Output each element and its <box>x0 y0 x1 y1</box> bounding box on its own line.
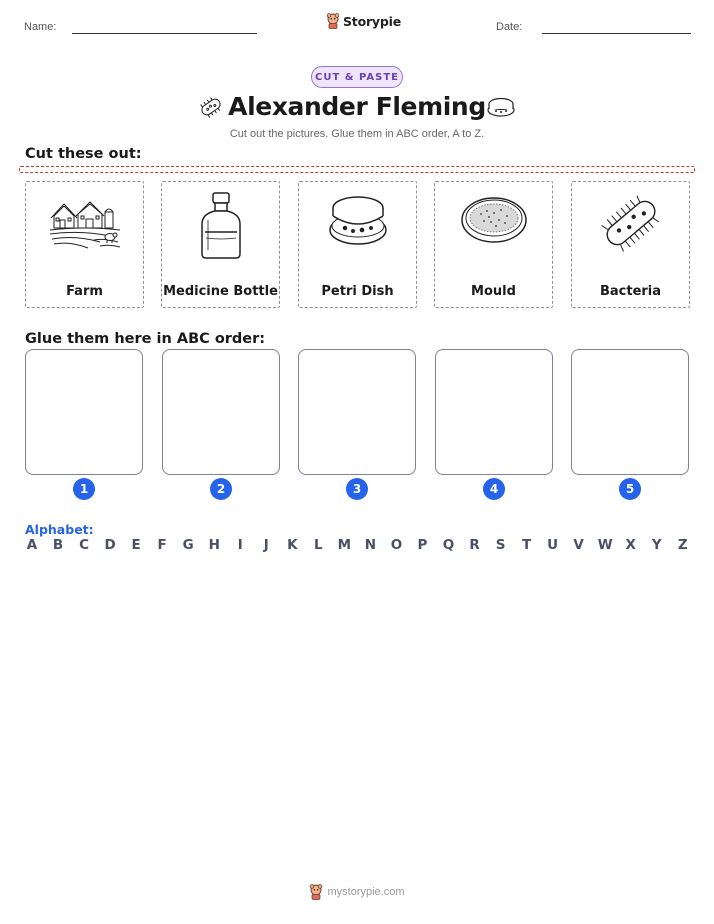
alphabet-letter: C <box>79 537 90 553</box>
alphabet-letter: M <box>337 537 352 553</box>
alphabet-letter: J <box>263 537 269 553</box>
alphabet-letter: Q <box>442 537 455 553</box>
card-label: Mould <box>471 284 516 299</box>
alphabet-letter: A <box>26 537 38 553</box>
cut-card-medicine-bottle[interactable] <box>161 181 280 308</box>
glue-slot-4[interactable] <box>435 349 553 475</box>
date-line[interactable] <box>542 33 691 34</box>
cut-card-mould[interactable] <box>434 181 553 308</box>
name-line[interactable] <box>72 33 257 34</box>
cut-heading: Cut these out: <box>25 146 142 162</box>
petri-dish-icon <box>486 94 516 120</box>
cut-line <box>19 166 695 173</box>
glue-slot-1[interactable] <box>25 349 143 475</box>
alphabet-row <box>25 537 690 553</box>
alphabet-letter: H <box>208 537 220 553</box>
medicine-bottle-icon <box>196 190 246 262</box>
brand-logo <box>326 13 401 29</box>
slot-number-2: 2 <box>210 478 232 500</box>
brand-name: Storypie <box>343 13 401 29</box>
cut-card-farm[interactable] <box>25 181 144 308</box>
alphabet-letter: P <box>417 537 428 553</box>
name-label: Name: <box>24 21 57 33</box>
slot-number-5: 5 <box>619 478 641 500</box>
glue-heading: Glue them here in ABC order: <box>25 331 266 347</box>
alphabet-letter: W <box>597 537 613 553</box>
alphabet-letter: G <box>182 537 194 553</box>
glue-slot-2[interactable] <box>162 349 280 475</box>
glue-slot-3[interactable] <box>298 349 416 475</box>
slot-number-1: 1 <box>73 478 95 500</box>
slot-number-4: 4 <box>483 478 505 500</box>
alphabet-letter: Z <box>677 537 688 553</box>
card-label: Medicine Bottle <box>163 284 278 299</box>
alphabet-letter: B <box>52 537 64 553</box>
alphabet-letter: Y <box>651 537 662 553</box>
alphabet-letter: K <box>287 537 298 553</box>
alphabet-letter: O <box>390 537 403 553</box>
petri-dish-icon <box>327 192 389 252</box>
alphabet-letter: S <box>495 537 506 553</box>
footer-site[interactable]: mystorypie.com <box>327 886 405 898</box>
farm-icon <box>50 194 120 250</box>
alphabet-letter: N <box>364 537 377 553</box>
alphabet-letter: V <box>573 537 584 553</box>
storypie-mascot-icon <box>309 884 323 900</box>
card-label: Bacteria <box>599 284 662 299</box>
page-title: Alexander Fleming <box>228 92 486 121</box>
alphabet-letter: E <box>131 537 141 553</box>
alphabet-heading: Alphabet: <box>25 522 94 537</box>
card-label: Farm <box>66 284 103 299</box>
cut-card-bacteria[interactable] <box>571 181 690 308</box>
slot-number-3: 3 <box>346 478 368 500</box>
cut-card-petri-dish[interactable] <box>298 181 417 308</box>
alphabet-letter: F <box>157 537 167 553</box>
instructions: Cut out the pictures. Glue them in ABC order, A to Z. <box>229 128 485 140</box>
cut-paste-badge: CUT & PASTE <box>311 66 403 88</box>
storypie-mascot-icon <box>326 13 340 29</box>
footer <box>0 884 714 900</box>
alphabet-letter: L <box>314 537 323 553</box>
date-label: Date: <box>496 21 523 33</box>
bacteria-icon <box>597 190 665 256</box>
alphabet-letter: D <box>104 537 116 553</box>
alphabet-letter: I <box>237 537 243 553</box>
alphabet-letter: X <box>625 537 636 553</box>
glue-slot-5[interactable] <box>571 349 689 475</box>
mould-icon <box>459 192 529 248</box>
alphabet-letter: U <box>547 537 559 553</box>
card-label: Petri Dish <box>321 284 394 299</box>
alphabet-letter: R <box>469 537 480 553</box>
alphabet-letter: T <box>521 537 532 553</box>
